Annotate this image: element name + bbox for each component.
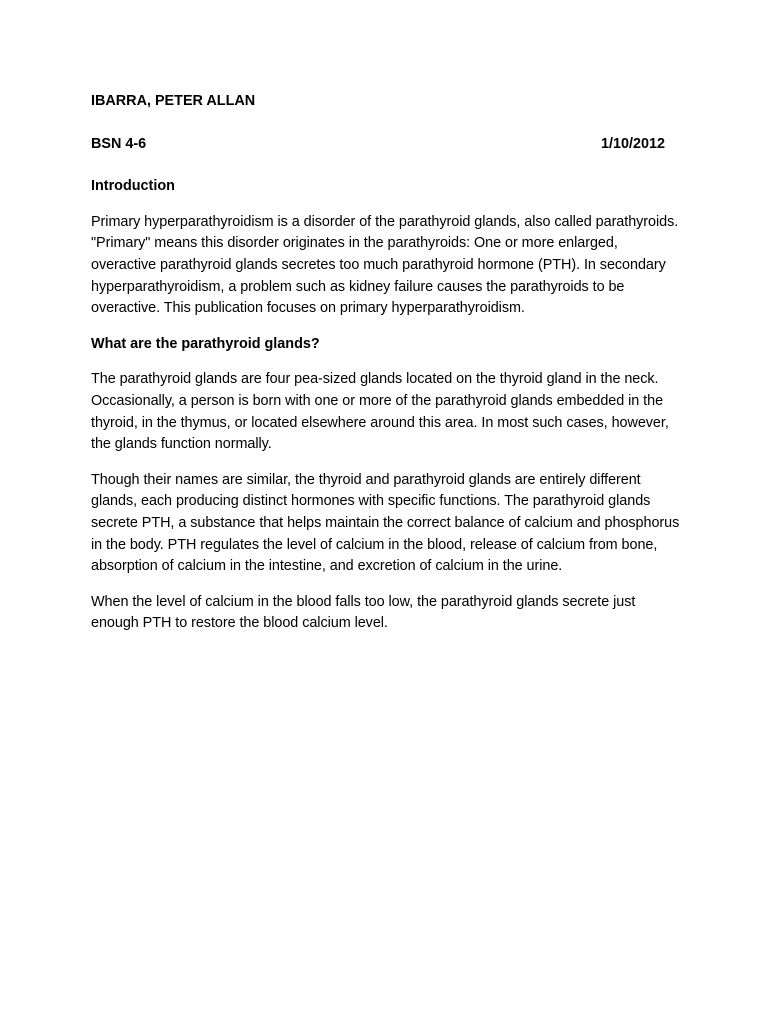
glands-paragraph-2: Though their names are similar, the thyroid and parathyroid glands are entirely different glands, each producing distinct hormones with specific functions. The parathyroid glands secrete PTH, a substance that helps maintain the correct balance of calcium and phosphorus in the body. PTH regulates the level of calcium in the blood, release of calcium from bone, absorption of calcium in the intestine, and excretion of calcium in the urine. (91, 471, 680, 575)
course-code: BSN 4-6 (91, 135, 147, 152)
document-page (91, 91, 683, 649)
author-name: IBARRA, PETER ALLAN (91, 93, 256, 109)
introduction-paragraph: Primary hyperparathyroidism is a disorder of the parathyroid glands, also called parathyroids. "Primary" means this disorder originates in the parathyroids: One or more enlarged, overactive parathyroid glands secretes too much parathyroid hormone (PTH). In secondary hyperparathyroidism, a problem such as kidney failure causes the parathyroids to be overactive. This publication focuses on primary hyperparathyroidism. (91, 213, 679, 317)
document-date: 1/10/2012 (600, 135, 665, 152)
course-date-row (91, 134, 665, 156)
introduction-heading: Introduction (91, 178, 175, 195)
glands-paragraph-3: When the level of calcium in the blood falls too low, the parathyroid glands secrete just enough PTH to restore the blood calcium level. (91, 593, 636, 632)
glands-paragraph-1: The parathyroid glands are four pea-sized glands located on the thyroid gland in the neck. Occasionally, a person is born with one or more of the parathyroid glands embedded in the thyroid, in the thymus, or located elsewhere around this area. In most such cases, however, the glands function normally. (91, 371, 669, 453)
parathyroid-glands-heading: What are the parathyroid glands? (91, 335, 320, 352)
